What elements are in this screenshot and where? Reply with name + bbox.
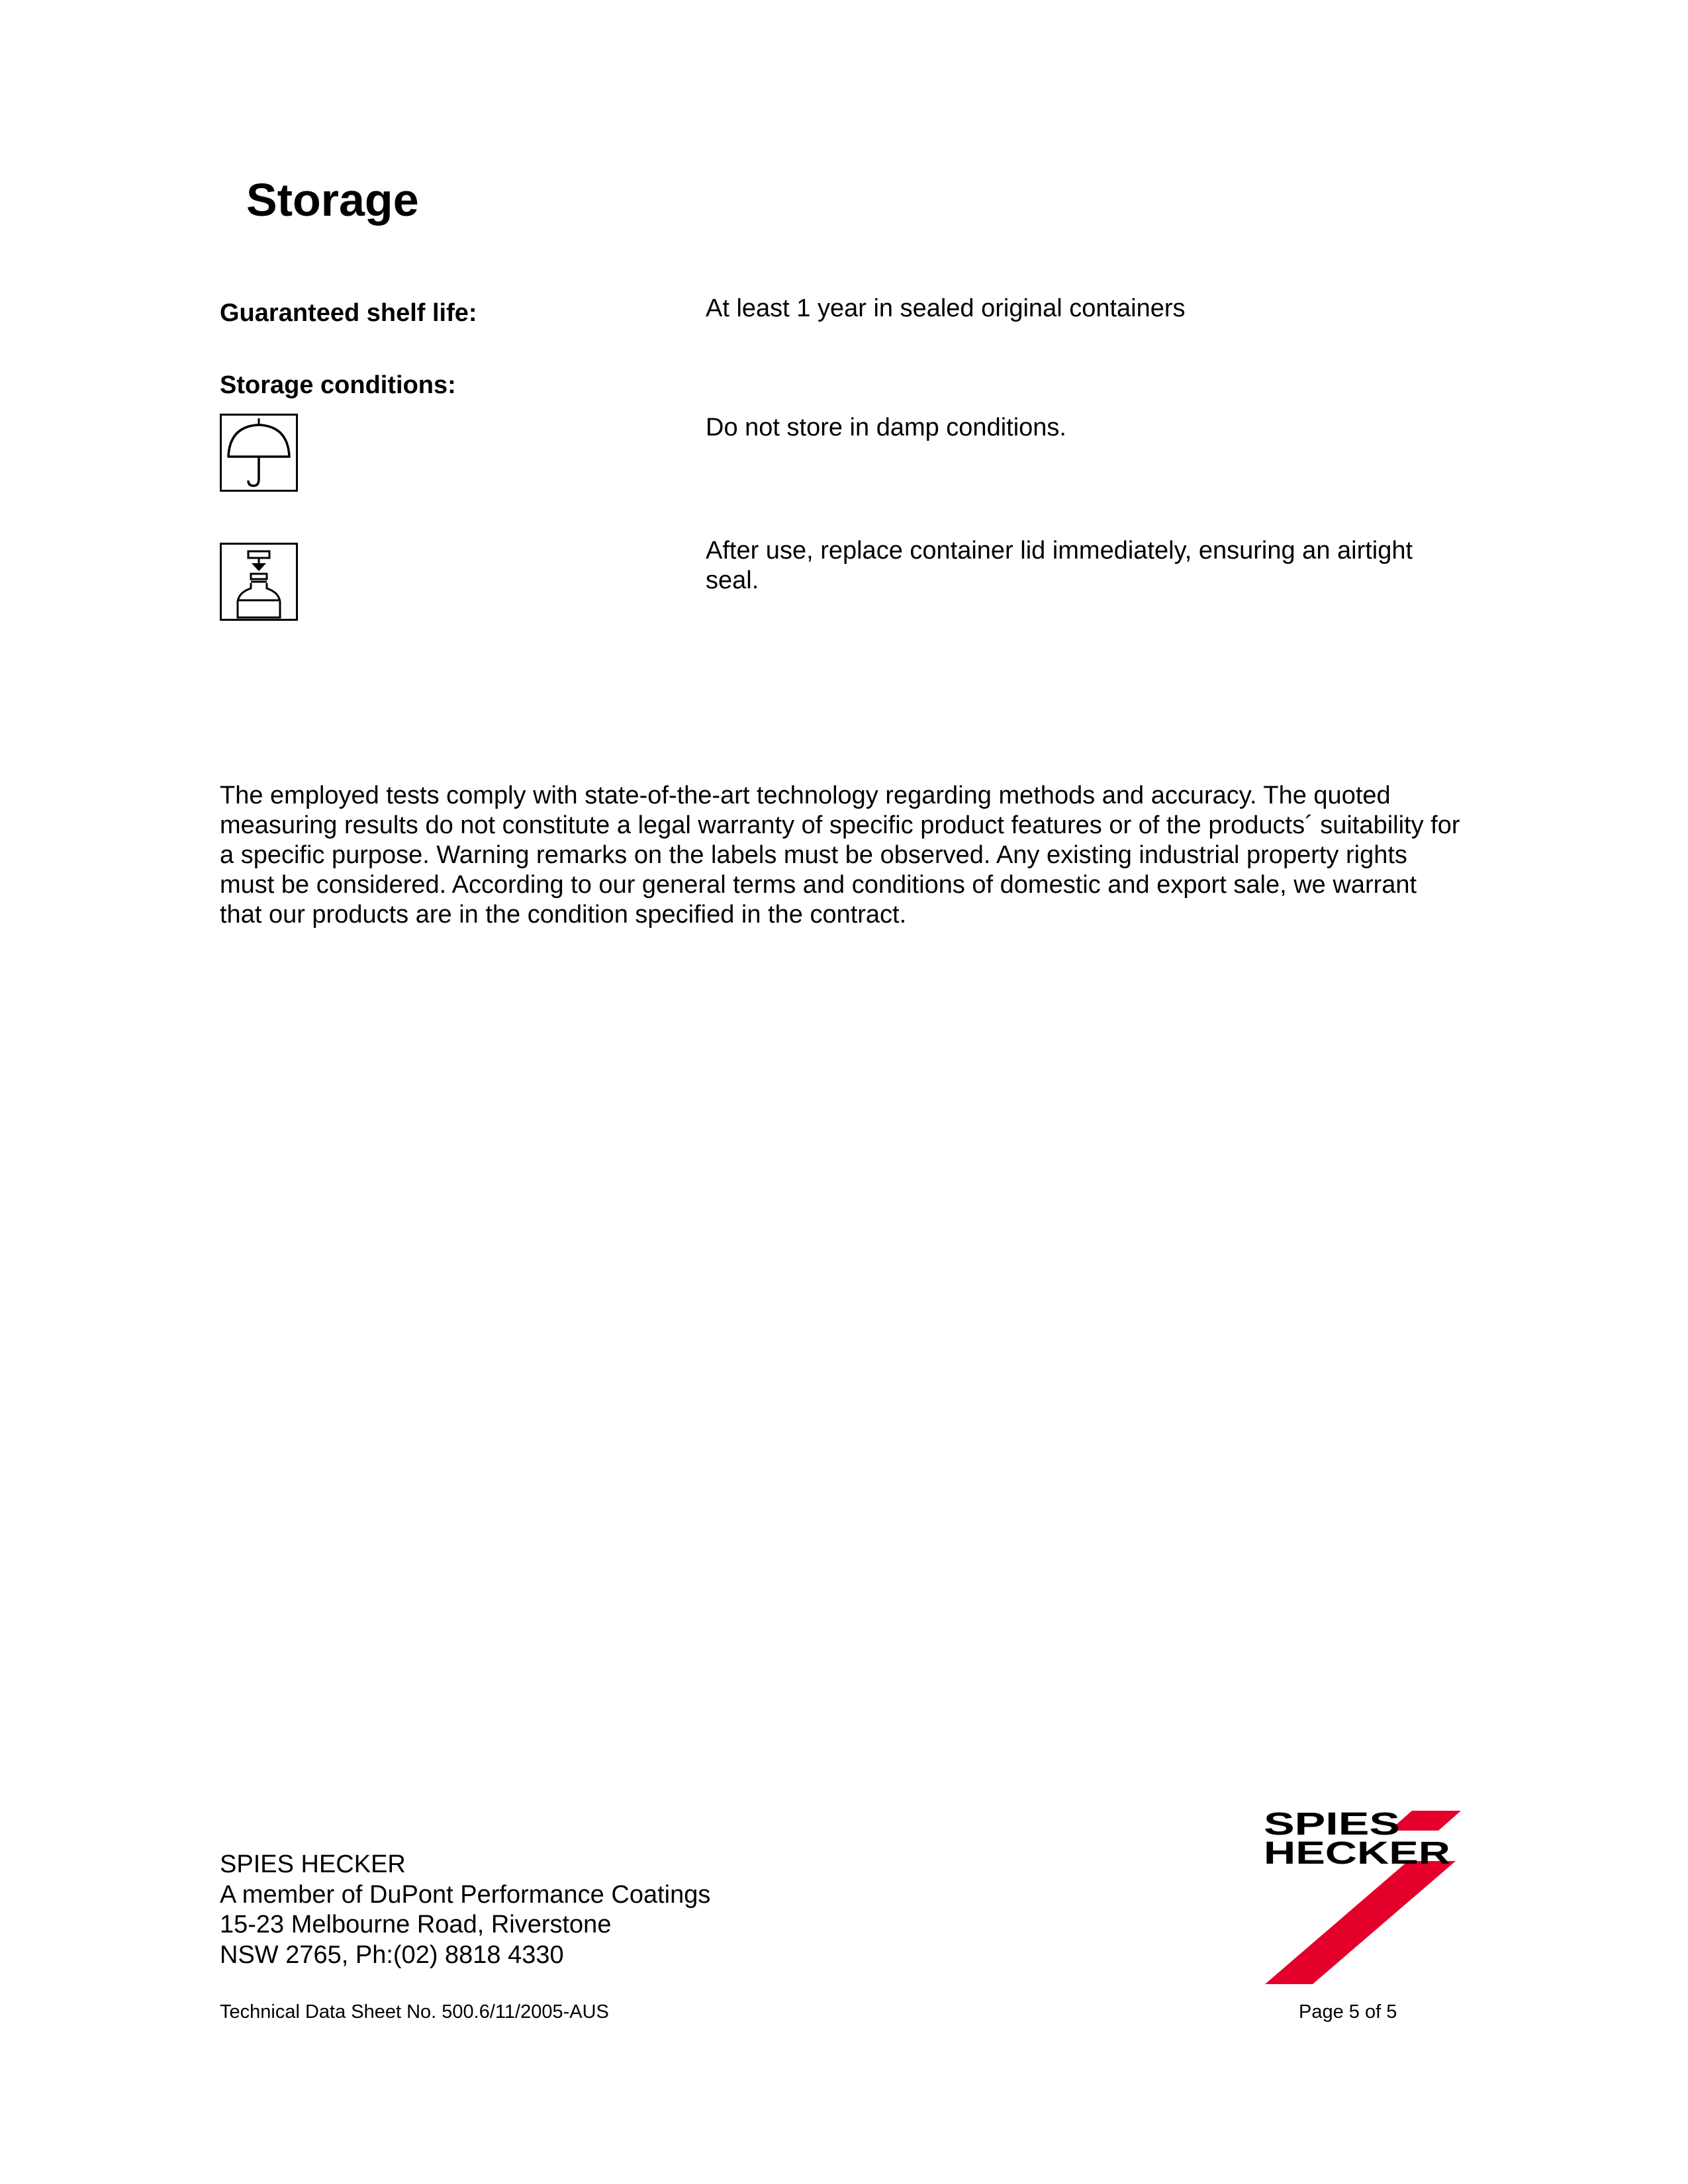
container-lid-icon xyxy=(220,543,298,621)
spies-hecker-logo xyxy=(1261,1807,1479,1985)
storage-conditions-label: Storage conditions: xyxy=(220,371,456,399)
section-title: Storage xyxy=(246,174,419,226)
umbrella-icon xyxy=(220,414,298,492)
logo-text-line1: SPIES xyxy=(1264,1807,1400,1842)
storage-item-lid: After use, replace container lid immediately, ensuring an airtight seal. xyxy=(706,537,1413,594)
logo-text-line2: HECKER xyxy=(1264,1836,1450,1871)
storage-item-damp: Do not store in damp conditions. xyxy=(706,414,1066,441)
company-city-phone: NSW 2765, Ph:(02) 8818 4330 xyxy=(220,1940,564,1969)
company-street: 15-23 Melbourne Road, Riverstone xyxy=(220,1911,612,1938)
doc-number: Technical Data Sheet No. 500.6/11/2005-AUS xyxy=(220,2001,609,2023)
disclaimer-paragraph: The employed tests comply with state-of-the-art technology regarding methods and accuracy. The quoted measuring results do not constitute a legal warranty of specific product features or of the products´ suitability for a specific purpose. Warning remarks on the labels must be observed. Any existing industrial property rights must be considered. According to our general terms and conditions of domestic and export sale, we warrant that our products are in the condition specified in the contract. xyxy=(220,782,1460,929)
shelf-life-label: Guaranteed shelf life: xyxy=(220,299,477,327)
page-number: Page 5 of 5 xyxy=(1299,2001,1397,2023)
company-member: A member of DuPont Performance Coatings xyxy=(220,1880,711,1909)
company-address-block xyxy=(220,1850,710,1970)
company-name: SPIES HECKER xyxy=(220,1850,406,1878)
shelf-life-value: At least 1 year in sealed original containers xyxy=(706,295,1186,322)
